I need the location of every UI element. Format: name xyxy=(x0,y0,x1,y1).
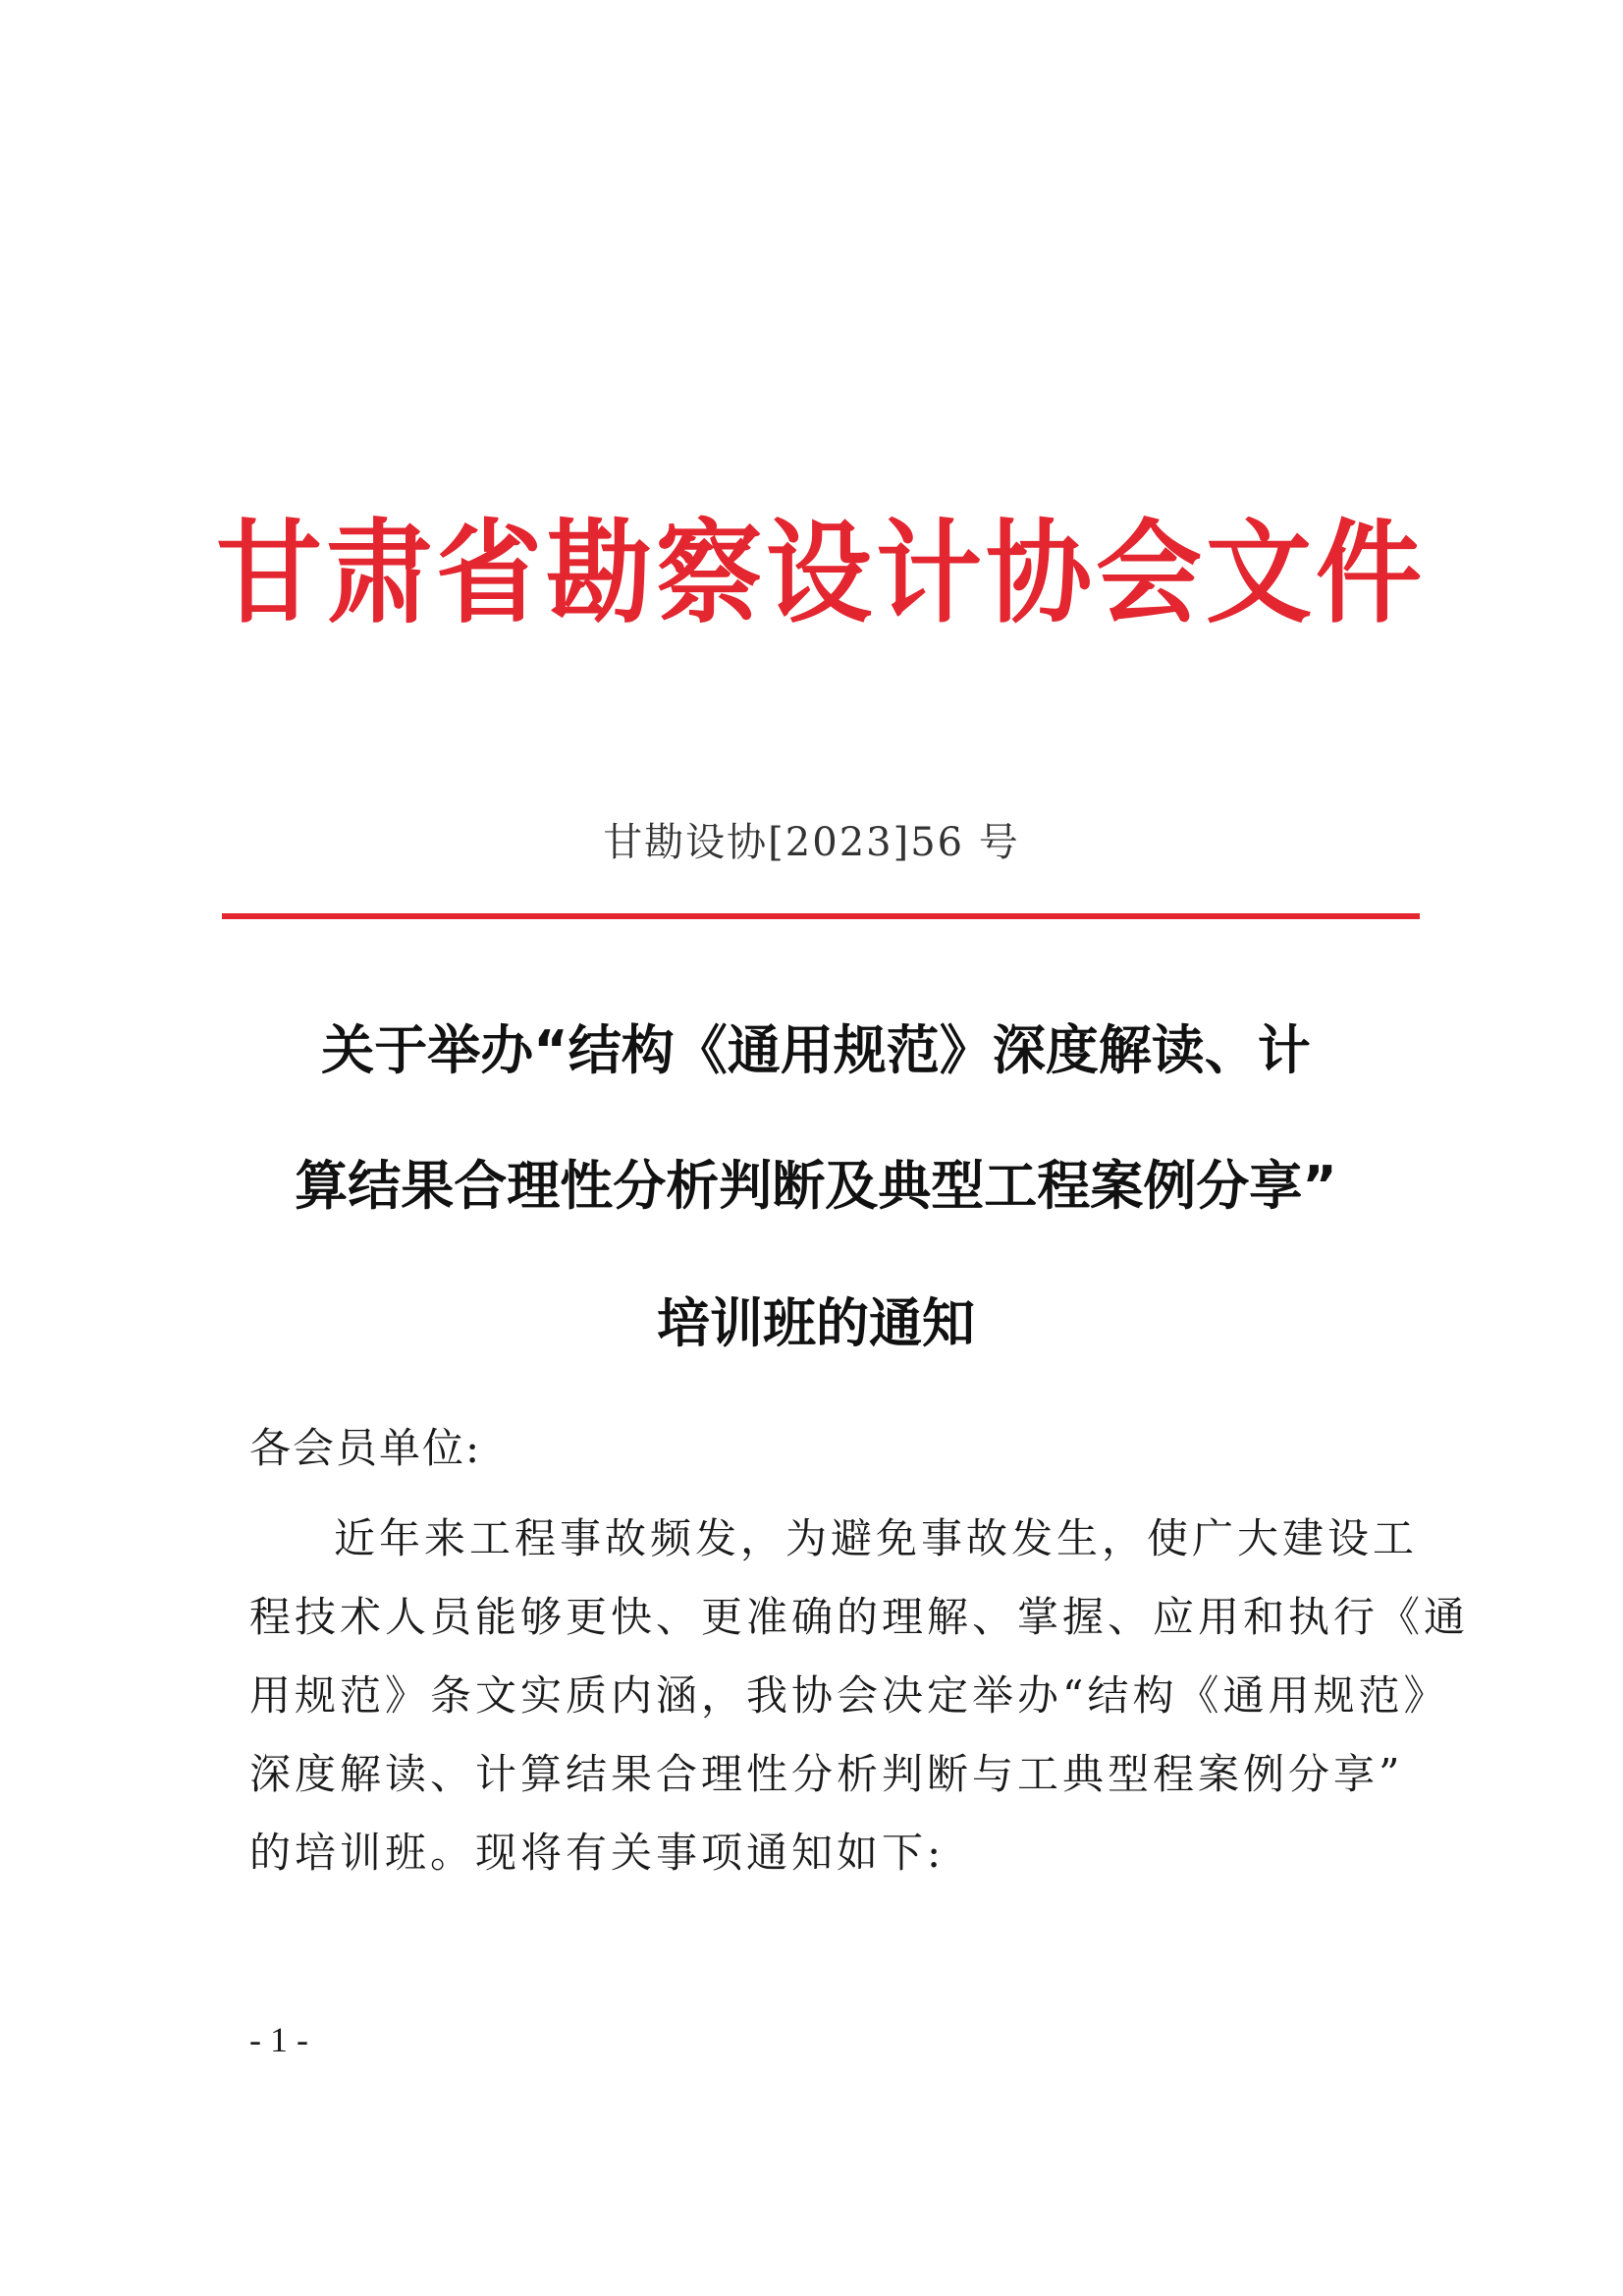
body-line-2: 程技术人员能够更快、更准确的理解、掌握、应用和执行《通 xyxy=(249,1593,1470,1641)
notice-title-line-2: 算结果合理性分析判断及典型工程案例分享” xyxy=(295,1155,1337,1217)
document-number: 甘勘设协[2023]56 号 xyxy=(603,820,1020,865)
body-line-5: 的培训班。现将有关事项通知如下: xyxy=(249,1829,946,1877)
notice-title-line-1: 关于举办“结构《通用规范》深度解读、计 xyxy=(321,1019,1311,1081)
salutation: 各会员单位: xyxy=(249,1424,482,1472)
body-line-3: 用规范》条文实质内涵，我协会决定举办“结构《通用规范》 xyxy=(249,1671,1449,1720)
notice-title-line-3: 培训班的通知 xyxy=(657,1292,975,1354)
body-line-4: 深度解读、计算结果合理性分析判断与工典型程案例分享” xyxy=(249,1750,1404,1798)
masthead-title: 甘肃省勘察设计协会文件 xyxy=(216,509,1427,639)
page-number: - 1 - xyxy=(249,2020,308,2059)
red-divider-line xyxy=(222,913,1420,919)
body-line-1: 近年来工程事故频发，为避免事故发生，使广大建设工 xyxy=(334,1514,1419,1562)
